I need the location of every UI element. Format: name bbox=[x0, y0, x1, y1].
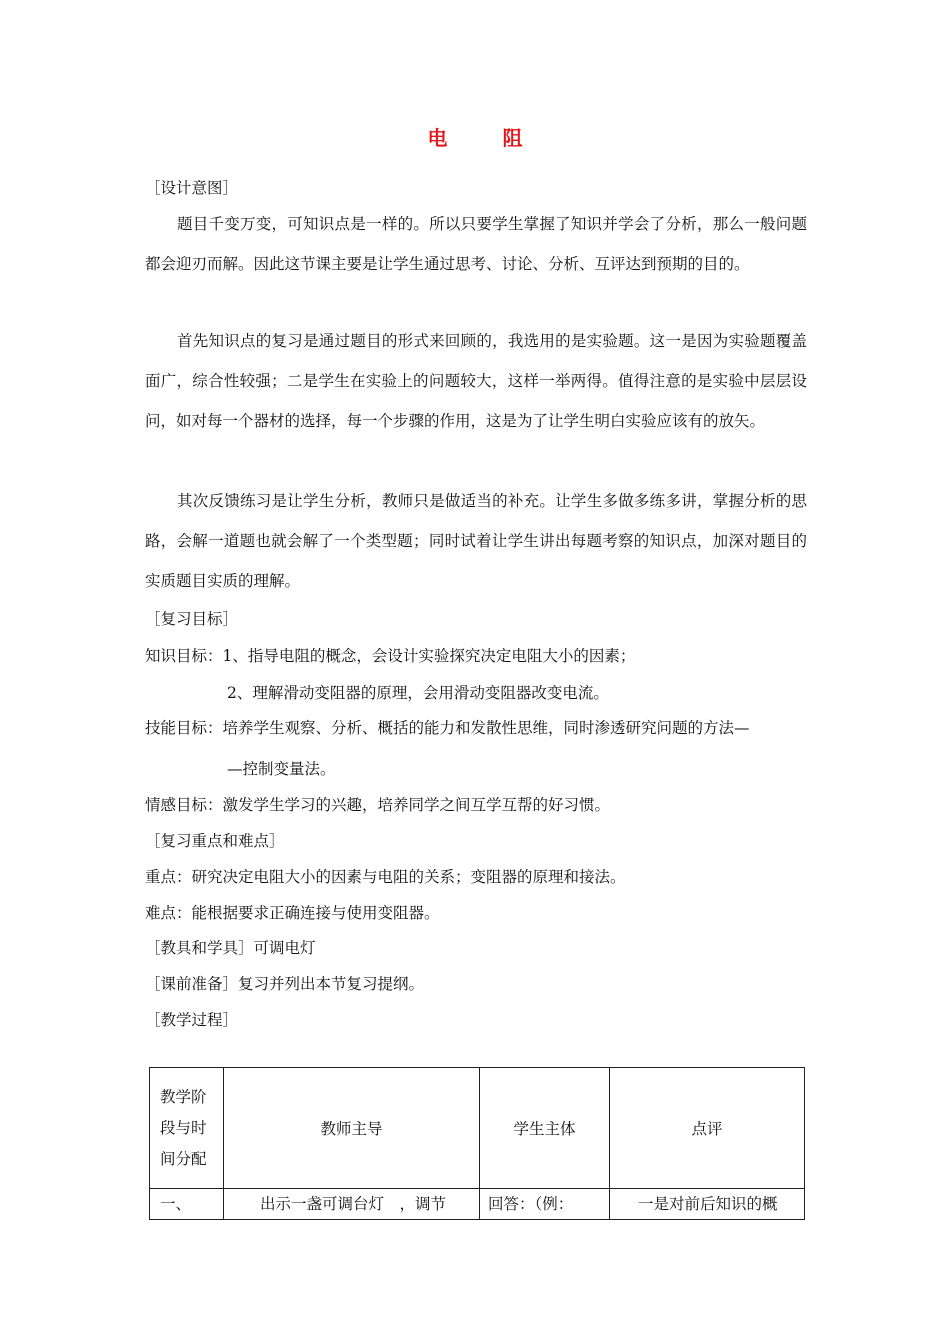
table-row bbox=[150, 1189, 805, 1220]
key-point: 重点：研究决定电阻大小的因素与电阻的关系；变阻器的原理和接法。 bbox=[145, 868, 626, 886]
design-intent-heading: ［设计意图］ bbox=[145, 179, 239, 197]
skill-goal-label: 技能目标： bbox=[145, 719, 223, 737]
header-stage-line-1: 教学阶 bbox=[160, 1087, 207, 1106]
knowledge-goal-1: 1、指导电阻的概念，会设计实验探究决定电阻大小的因素； bbox=[222, 647, 636, 665]
teaching-process-table bbox=[149, 1067, 805, 1220]
prep-line: ［课前准备］复习并列出本节复习提纲。 bbox=[145, 975, 425, 993]
row1-student: 回答：（例： bbox=[480, 1189, 610, 1220]
skill-goal-1: 培养学生观察、分析、概括的能力和发散性思维，同时渗透研究问题的方法— bbox=[222, 719, 750, 737]
header-comment: 点评 bbox=[610, 1068, 805, 1189]
emotion-goal-text: 激发学生学习的兴趣，培养同学之间互学互帮的好习惯。 bbox=[222, 796, 611, 814]
header-teacher: 教师主导 bbox=[224, 1068, 480, 1189]
tools-line: ［教具和学具］可调电灯 bbox=[145, 939, 316, 957]
knowledge-goal-label: 知识目标： bbox=[145, 647, 223, 665]
goals-heading: ［复习目标］ bbox=[145, 610, 239, 628]
design-intent-paragraph-3: 其次反馈练习是让学生分析，教师只是做适当的补充。让学生多做多练多讲，掌握分析的思路，会解一道题也就会解了一个类型题；同时试着让学生讲出每题考察的知识点，加深对题目的实质题目实质的理解。 bbox=[145, 492, 807, 590]
header-stage-line-3: 间分配 bbox=[160, 1149, 207, 1168]
header-stage-line-2: 段与时 bbox=[160, 1118, 207, 1137]
design-intent-paragraph-2: 首先知识点的复习是通过题目的形式来回顾的，我选用的是实验题。这一是因为实验题覆盖面广，综合性较强；二是学生在实验上的问题较大，这样一举两得。值得注意的是实验中层层设问，如对每一个器材的选择，每一个步骤的作用，这是为了让学生明白实验应该有的放矢。 bbox=[145, 332, 807, 430]
row1-stage: 一、 bbox=[150, 1189, 224, 1220]
key-points-heading: ［复习重点和难点］ bbox=[145, 832, 285, 850]
design-intent-paragraph-1: 题目千变万变，可知识点是一样的。所以只要学生掌握了知识并学会了分析，那么一般问题都会迎刃而解。因此这节课主要是让学生通过思考、讨论、分析、互评达到预期的目的。 bbox=[145, 215, 807, 273]
emotion-goal bbox=[145, 794, 610, 816]
header-stage-time bbox=[150, 1068, 224, 1189]
header-student: 学生主体 bbox=[480, 1068, 610, 1189]
difficult-point: 难点：能根据要求正确连接与使用变阻器。 bbox=[145, 904, 440, 922]
emotion-goal-label: 情感目标： bbox=[145, 796, 223, 814]
skill-goal-2: —控制变量法。 bbox=[227, 760, 336, 778]
knowledge-goal-2: 2、理解滑动变阻器的原理，会用滑动变阻器改变电流。 bbox=[227, 684, 609, 702]
row1-teacher: 出示一盏可调台灯 ，调节 bbox=[224, 1189, 480, 1220]
knowledge-goal bbox=[145, 645, 635, 667]
row1-comment: 一是对前后知识的概 bbox=[610, 1189, 805, 1220]
process-heading: ［教学过程］ bbox=[145, 1011, 239, 1029]
skill-goal bbox=[145, 717, 750, 739]
table-header-row bbox=[150, 1068, 805, 1189]
document-title: 电 阻 bbox=[427, 126, 547, 150]
